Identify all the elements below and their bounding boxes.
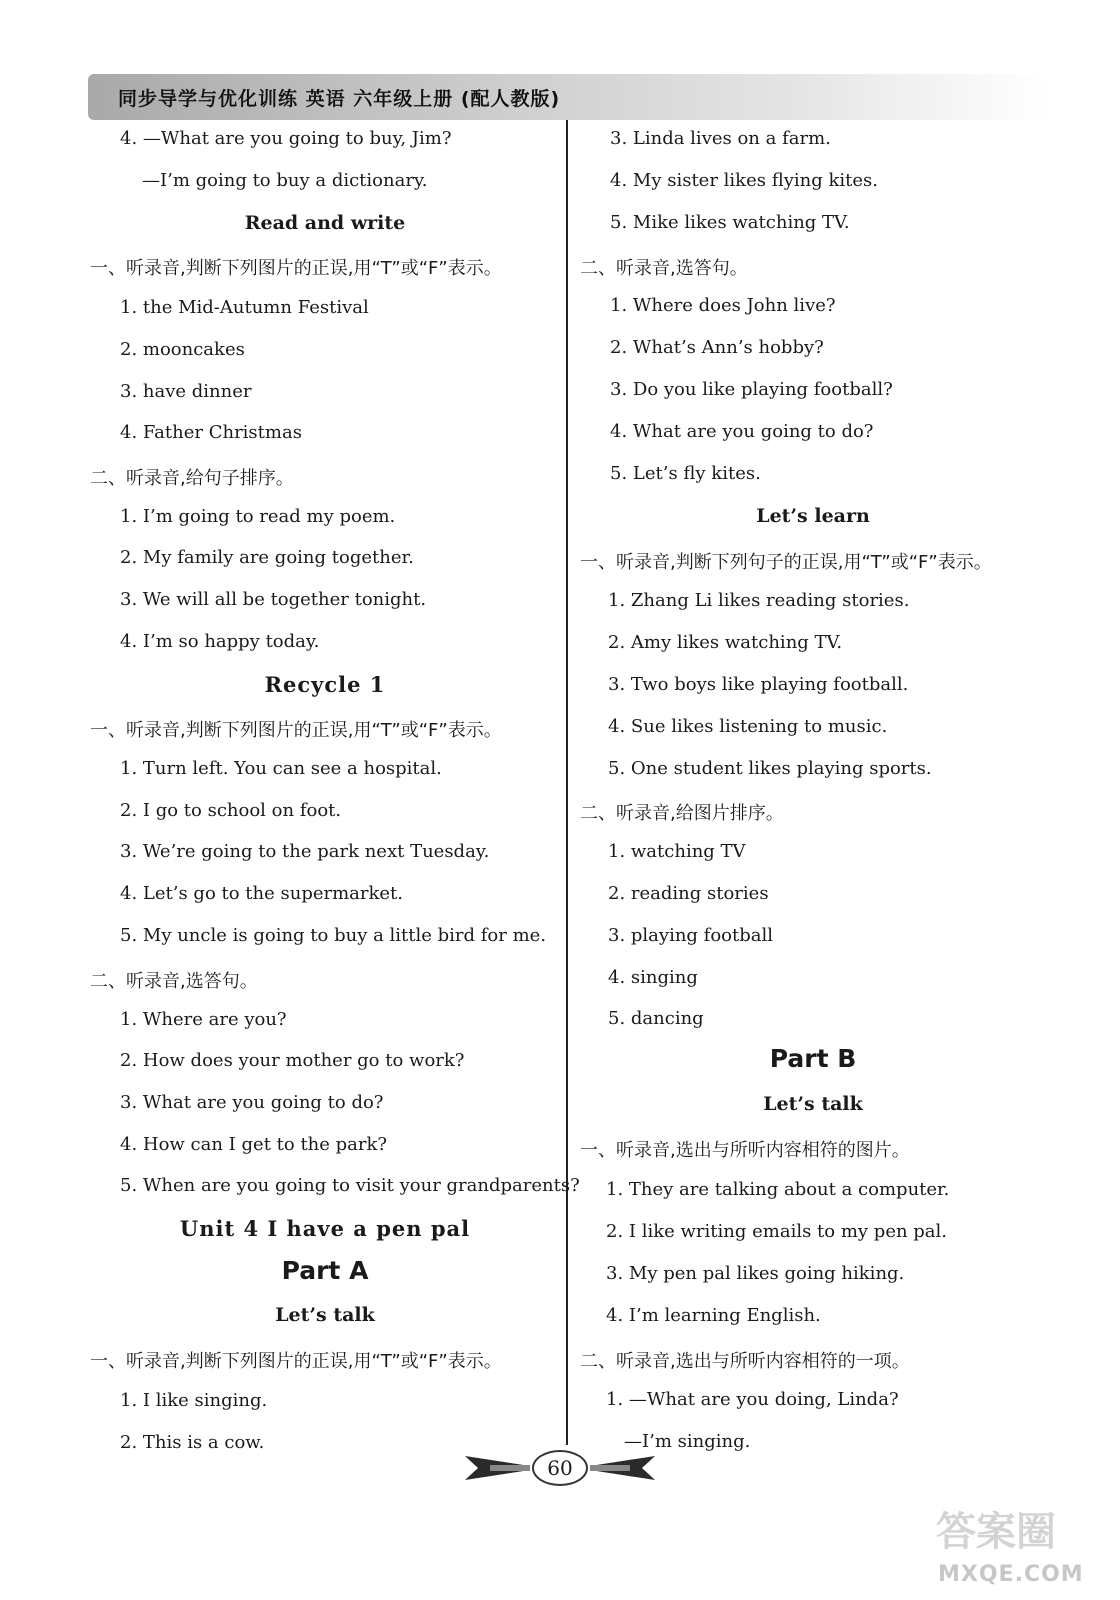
list-item: 1. watching TV [608,841,746,862]
dialog-line: 4. —What are you going to buy, Jim? [120,128,452,149]
list-item: 5. When are you going to visit your grandparents? [120,1175,580,1196]
list-item: 2. How does your mother go to work? [120,1050,465,1071]
list-item: 5. Mike likes watching TV. [610,212,850,233]
exercise-instruction: 一、听录音,判断下列句子的正误,用“T”或“F”表示。 [580,552,992,573]
list-item: 1. I’m going to read my poem. [120,506,396,527]
page-footer [460,1448,660,1488]
section-heading-lets-talk: Let’s talk [275,1304,375,1326]
list-item: 4. How can I get to the park? [120,1134,388,1155]
list-item: 4. I’m so happy today. [120,631,320,652]
watermark-logo: 答案圈 [936,1509,1056,1555]
section-heading-read-write: Read and write [244,212,406,234]
watermark [926,1500,1116,1596]
exercise-instruction: 二、听录音,选出与所听内容相符的一项。 [580,1351,910,1372]
list-item: 4. Let’s go to the supermarket. [120,883,404,904]
list-item: 2. I go to school on foot. [120,800,342,821]
exercise-instruction: 二、听录音,选答句。 [580,258,748,279]
list-item: 3. Linda lives on a farm. [610,128,831,149]
list-item: 4. My sister likes flying kites. [610,170,878,191]
list-item: 1. Zhang Li likes reading stories. [608,590,910,611]
list-item: 1. They are talking about a computer. [606,1179,950,1200]
section-heading-lets-learn: Let’s learn [756,505,870,527]
column-divider [566,120,568,1445]
page-number: 60 [532,1450,588,1486]
list-item: 4. singing [608,967,698,988]
exercise-instruction: 一、听录音,判断下列图片的正误,用“T”或“F”表示。 [90,258,502,279]
part-heading-b: Part B [769,1044,857,1073]
list-item: 5. My uncle is going to buy a little bird for me. [120,925,547,946]
dialog-line: —I’m singing. [624,1431,751,1452]
list-item: 3. playing football [608,925,774,946]
list-item: 3. have dinner [120,381,252,402]
list-item: 3. My pen pal likes going hiking. [606,1263,905,1284]
part-heading-a: Part A [281,1256,369,1285]
list-item: 3. We will all be together tonight. [120,589,427,610]
list-item: 2. My family are going together. [120,547,414,568]
exercise-instruction: 一、听录音,判断下列图片的正误,用“T”或“F”表示。 [90,1351,502,1372]
list-item: 3. Two boys like playing football. [608,674,909,695]
list-item: 2. Amy likes watching TV. [608,632,843,653]
exercise-instruction: 二、听录音,选答句。 [90,971,258,992]
list-item: 1. Where does John live? [610,295,836,316]
list-item: 3. What are you going to do? [120,1092,384,1113]
section-heading-recycle: Recycle 1 [264,672,386,697]
exercise-instruction: 二、听录音,给图片排序。 [580,803,784,824]
unit-title: Unit 4 I have a pen pal [179,1216,471,1241]
dialog-line: —I’m going to buy a dictionary. [142,170,428,191]
list-item: 4. I’m learning English. [606,1305,821,1326]
list-item: 5. One student likes playing sports. [608,758,932,779]
list-item: 2. I like writing emails to my pen pal. [606,1221,948,1242]
list-item: 4. Father Christmas [120,422,302,443]
exercise-instruction: 一、听录音,判断下列图片的正误,用“T”或“F”表示。 [90,720,502,741]
list-item: 1. Turn left. You can see a hospital. [120,758,442,779]
list-item: 4. What are you going to do? [610,421,874,442]
list-item: 1. I like singing. [120,1390,268,1411]
list-item: 1. Where are you? [120,1009,287,1030]
list-item: 2. reading stories [608,883,769,904]
section-heading-lets-talk: Let’s talk [763,1093,863,1115]
exercise-instruction: 一、听录音,选出与所听内容相符的图片。 [580,1140,910,1161]
watermark-text: MXQE.COM [938,1562,1084,1587]
list-item: 4. Sue likes listening to music. [608,716,888,737]
list-item: 2. mooncakes [120,339,245,360]
header-title: 同步导学与优化训练 英语 六年级上册 (配人教版) [118,88,561,110]
exercise-instruction: 二、听录音,给句子排序。 [90,468,294,489]
list-item: 2. This is a cow. [120,1432,265,1453]
list-item: 3. Do you like playing football? [610,379,893,400]
list-item: 3. We’re going to the park next Tuesday. [120,841,490,862]
list-item: 1. the Mid-Autumn Festival [120,297,369,318]
list-item: 5. dancing [608,1008,704,1029]
dialog-line: 1. —What are you doing, Linda? [606,1389,899,1410]
list-item: 2. What’s Ann’s hobby? [610,337,824,358]
list-item: 5. Let’s fly kites. [610,463,761,484]
